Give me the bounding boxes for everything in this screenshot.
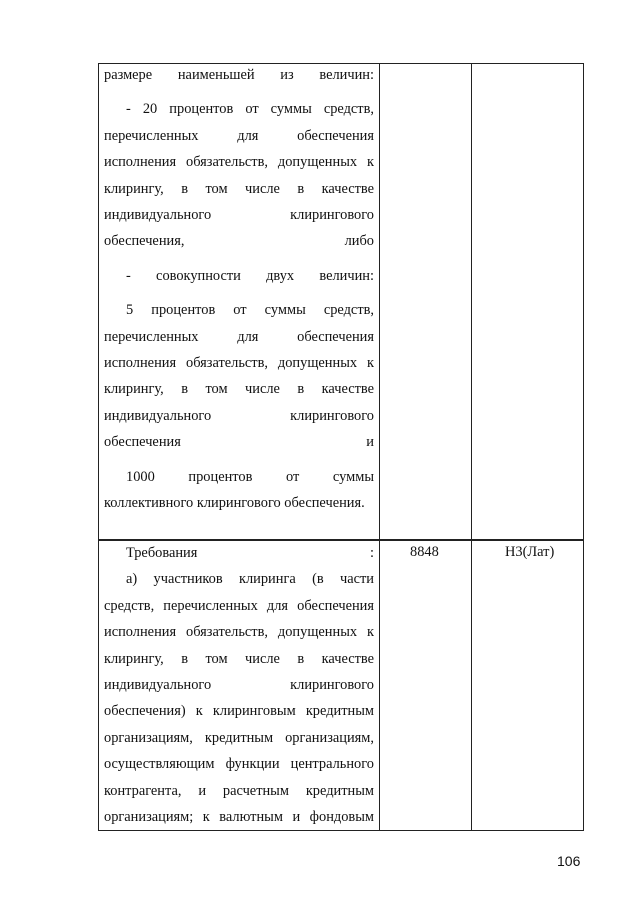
paragraph: 5 процентов от суммы средств, перечисленных для обеспечения исполнения обязательств, допущенных к клирингу, в том числе в качестве индивидуального клирингового обеспечения и (104, 302, 374, 451)
paragraph: 1000 процентов от суммы коллективного клирингового обеспечения. (104, 468, 374, 512)
column-divider-2 (471, 63, 472, 831)
paragraph: Требования : (126, 545, 374, 561)
page-number: 106 (557, 853, 581, 869)
account-number: 8848 (410, 544, 439, 560)
paragraph: размере наименьшей из величин: (104, 67, 374, 83)
row2-description-cell (104, 540, 374, 830)
row1-description-cell (104, 62, 374, 517)
table-right-border (583, 63, 584, 831)
column-divider-1 (379, 63, 380, 831)
table-left-border (98, 63, 99, 831)
paragraph: - 20 процентов от суммы средств, перечисленных для обеспечения исполнения обязательств, допущенных к клирингу, в том числе в качестве индивидуального клирингового обеспечения, либо (104, 101, 374, 250)
paragraph: - совокупности двух величин: (126, 267, 374, 284)
paragraph: а) участников клиринга (в части средств, перечисленных для обеспечения исполнения обязательств, допущенных к клирингу, в том числе в качестве индивидуального клирингового обеспечения) к клиринговым кредитным организациям, кредитным организациям, осуществляющим функции центрального контрагента, и расчетным кредитным организациям; к валютным и фондовым (104, 571, 374, 826)
ratio-code: Н3(Лат) (505, 544, 555, 560)
